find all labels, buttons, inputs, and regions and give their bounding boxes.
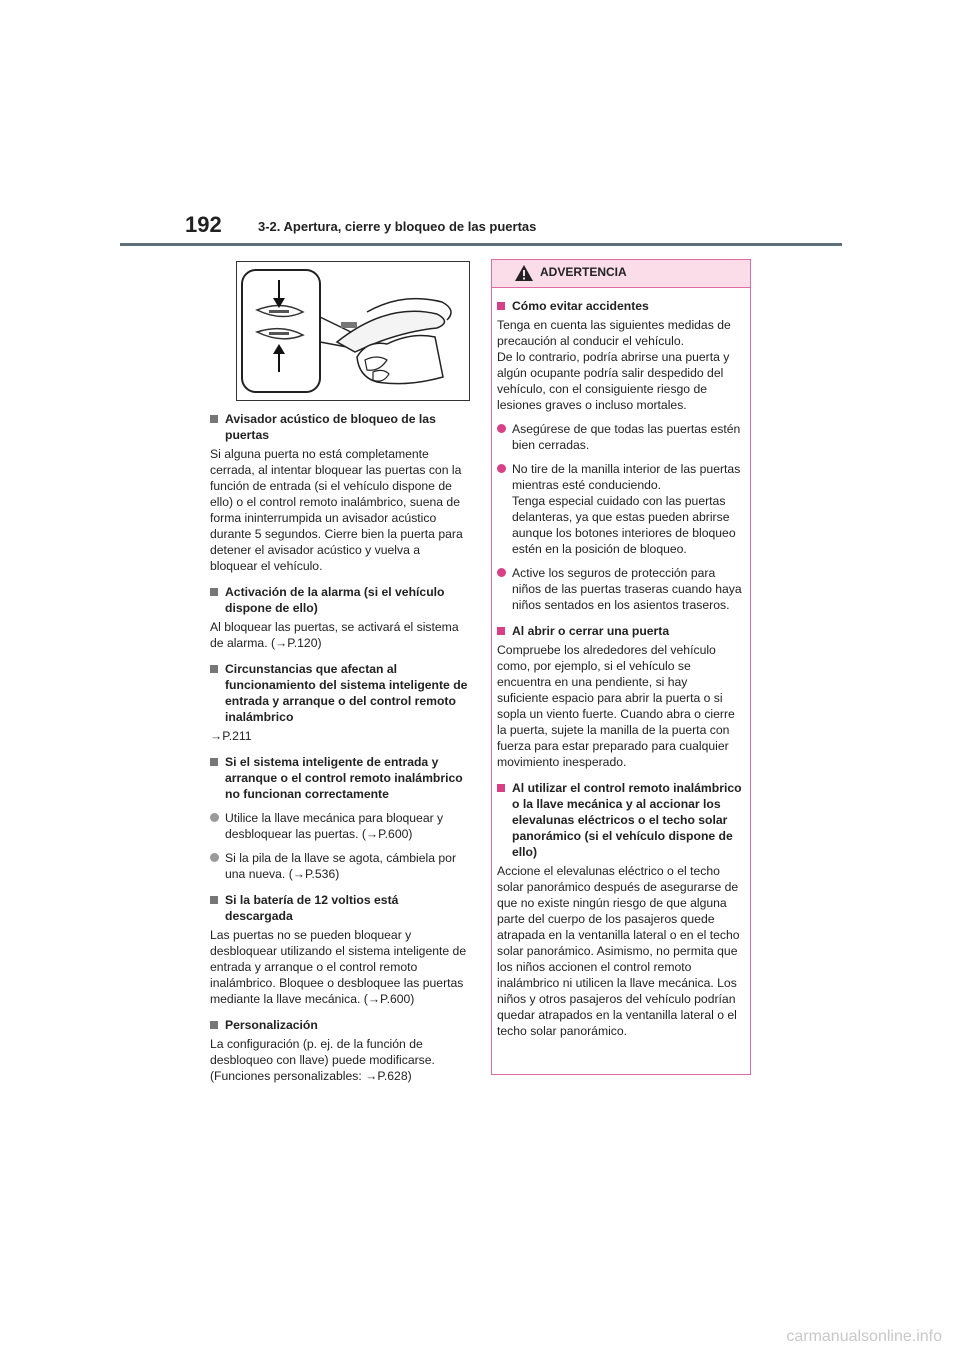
watermark: carmanualsonline.info	[786, 1328, 942, 1345]
section-title: Al utilizar el control remoto inalámbrico o la llave mecánica y al accionar los elevalunas eléctricos o el techo solar panorámico (si el vehículo dispone de ello)	[512, 781, 742, 859]
bullet-item: Si la pila de la llave se agota, cámbiela por una nueva. (→P.536)	[210, 850, 468, 882]
section-body: Accione el elevalunas eléctrico o el techo solar panorámico después de asegurarse de que no existe ningún riesgo de que alguna parte del cuerpo de los pasajeros quede atrapada en la ventanilla lateral o en el techo solar panorámico. Asimismo, no permita que los niños accionen el control remoto inalámbrico ni utilicen la llave mecánica. Los niños y otros pasajeros del vehículo podrían quedar atrapados en la ventanilla lateral o el techo solar panorámico.	[497, 864, 740, 1038]
section-body: Si alguna puerta no está completamente cerrada, al intentar bloquear las puertas con la función de entrada (si el vehículo dispone de ello) o el control remoto inalámbrico, suena de forma ininterrumpida un avisador acústico durante 5 segundos. Cierre bien la puerta para detener el avisador acústico y vuelva a bloquear el vehículo.	[210, 447, 463, 573]
warning-title: ADVERTENCIA	[540, 265, 627, 279]
bullet-item: No tire de la manilla interior de las puertas mientras esté conduciendo. Tenga especial cuidado con las puertas delanteras, ya que estas pueden abrirse aunque los botones interiores de bloqueo estén en la posición de bloqueo.	[497, 461, 742, 557]
warning-section-opening-door	[497, 623, 742, 770]
section-title: Activación de la alarma (si el vehículo dispone de ello)	[225, 585, 445, 615]
section-body: Al bloquear las puertas, se activará el sistema de alarma. (→P.120)	[210, 620, 459, 650]
section-body: Tenga en cuenta las siguientes medidas de precaución al conducir el vehículo. De lo contrario, podría abrirse una puerta y algún ocupante podría salir despedido del vehículo, con el consiguiente riesgo de lesiones graves o incluso mortales.	[497, 318, 731, 412]
section-alarm-activation	[210, 584, 468, 651]
bullet-dot-icon	[497, 461, 512, 557]
section-battery-discharged	[210, 892, 468, 1007]
bullet-dot-icon	[210, 850, 225, 882]
section-square-icon	[497, 623, 509, 639]
section-body: Las puertas no se pueden bloquear y desbloquear utilizando el sistema inteligente de entrada y arranque o el control remoto inalámbrico. Bloquee o desbloquee las puertas mediante la llave mecánica. (→P.600)	[210, 928, 467, 1006]
section-square-icon	[210, 411, 222, 443]
warning-section-remote-windows	[497, 780, 742, 1039]
bullet-dot-icon	[497, 421, 512, 453]
section-square-icon	[210, 892, 222, 924]
bullet-item: Utilice la llave mecánica para bloquear y desbloquear las puertas. (→P.600)	[210, 810, 468, 842]
warning-header	[492, 260, 750, 288]
page-reference: →P.211	[210, 729, 252, 743]
bullet-dot-icon	[210, 810, 225, 842]
section-circumstances	[210, 661, 468, 744]
warning-box	[491, 259, 751, 1075]
header-rule	[120, 243, 842, 246]
section-body: La configuración (p. ej. de la función de desbloqueo con llave) puede modificarse. (Funciones personalizables: →P.628)	[210, 1037, 435, 1083]
section-title: Circunstancias que afectan al funcionamiento del sistema inteligente de entrada y arranque o del control remoto inalámbrico	[225, 662, 468, 724]
section-title: Si la batería de 12 voltios está descargada	[225, 893, 399, 923]
bullet-dot-icon	[497, 565, 512, 613]
section-customization	[210, 1017, 468, 1084]
section-square-icon	[210, 1017, 222, 1033]
section-square-icon	[210, 584, 222, 616]
section-title: Personalización	[225, 1018, 318, 1032]
chapter-title: 3-2. Apertura, cierre y bloqueo de las puertas	[258, 219, 537, 234]
section-title: Cómo evitar accidentes	[512, 299, 649, 313]
bullet-item: Active los seguros de protección para niños de las puertas traseras cuando haya niños sentados en los asientos traseros.	[497, 565, 742, 613]
warning-content	[492, 288, 750, 1039]
section-body: Compruebe los alrededores del vehículo como, por ejemplo, si el vehículo se encuentra en una pendiente, si hay suficiente espacio para abrir la puerta o si sopla un viento fuerte. Cuando abra o cierre la puerta, sujete la manilla de la puerta con fuerza para estar preparado para cualquier movimiento inesperado.	[497, 643, 735, 769]
section-square-icon	[210, 754, 222, 802]
warning-triangle-icon	[514, 264, 534, 282]
warning-section-accidents	[497, 298, 742, 613]
door-handle-illustration	[236, 261, 470, 401]
section-square-icon	[497, 298, 509, 314]
section-title: Si el sistema inteligente de entrada y arranque o el control remoto inalámbrico no funcionan correctamente	[225, 755, 463, 801]
section-title: Avisador acústico de bloqueo de las puertas	[225, 412, 436, 442]
left-column	[210, 261, 468, 1084]
bullet-item: Asegúrese de que todas las puertas estén bien cerradas.	[497, 421, 742, 453]
door-handle-drawing	[237, 262, 469, 400]
page-number: 192	[185, 212, 222, 237]
section-square-icon	[497, 780, 509, 860]
page-header	[0, 0, 960, 250]
section-lock-buzzer	[210, 411, 468, 574]
section-malfunction	[210, 754, 468, 882]
section-square-icon	[210, 661, 222, 725]
section-title: Al abrir o cerrar una puerta	[512, 624, 670, 638]
